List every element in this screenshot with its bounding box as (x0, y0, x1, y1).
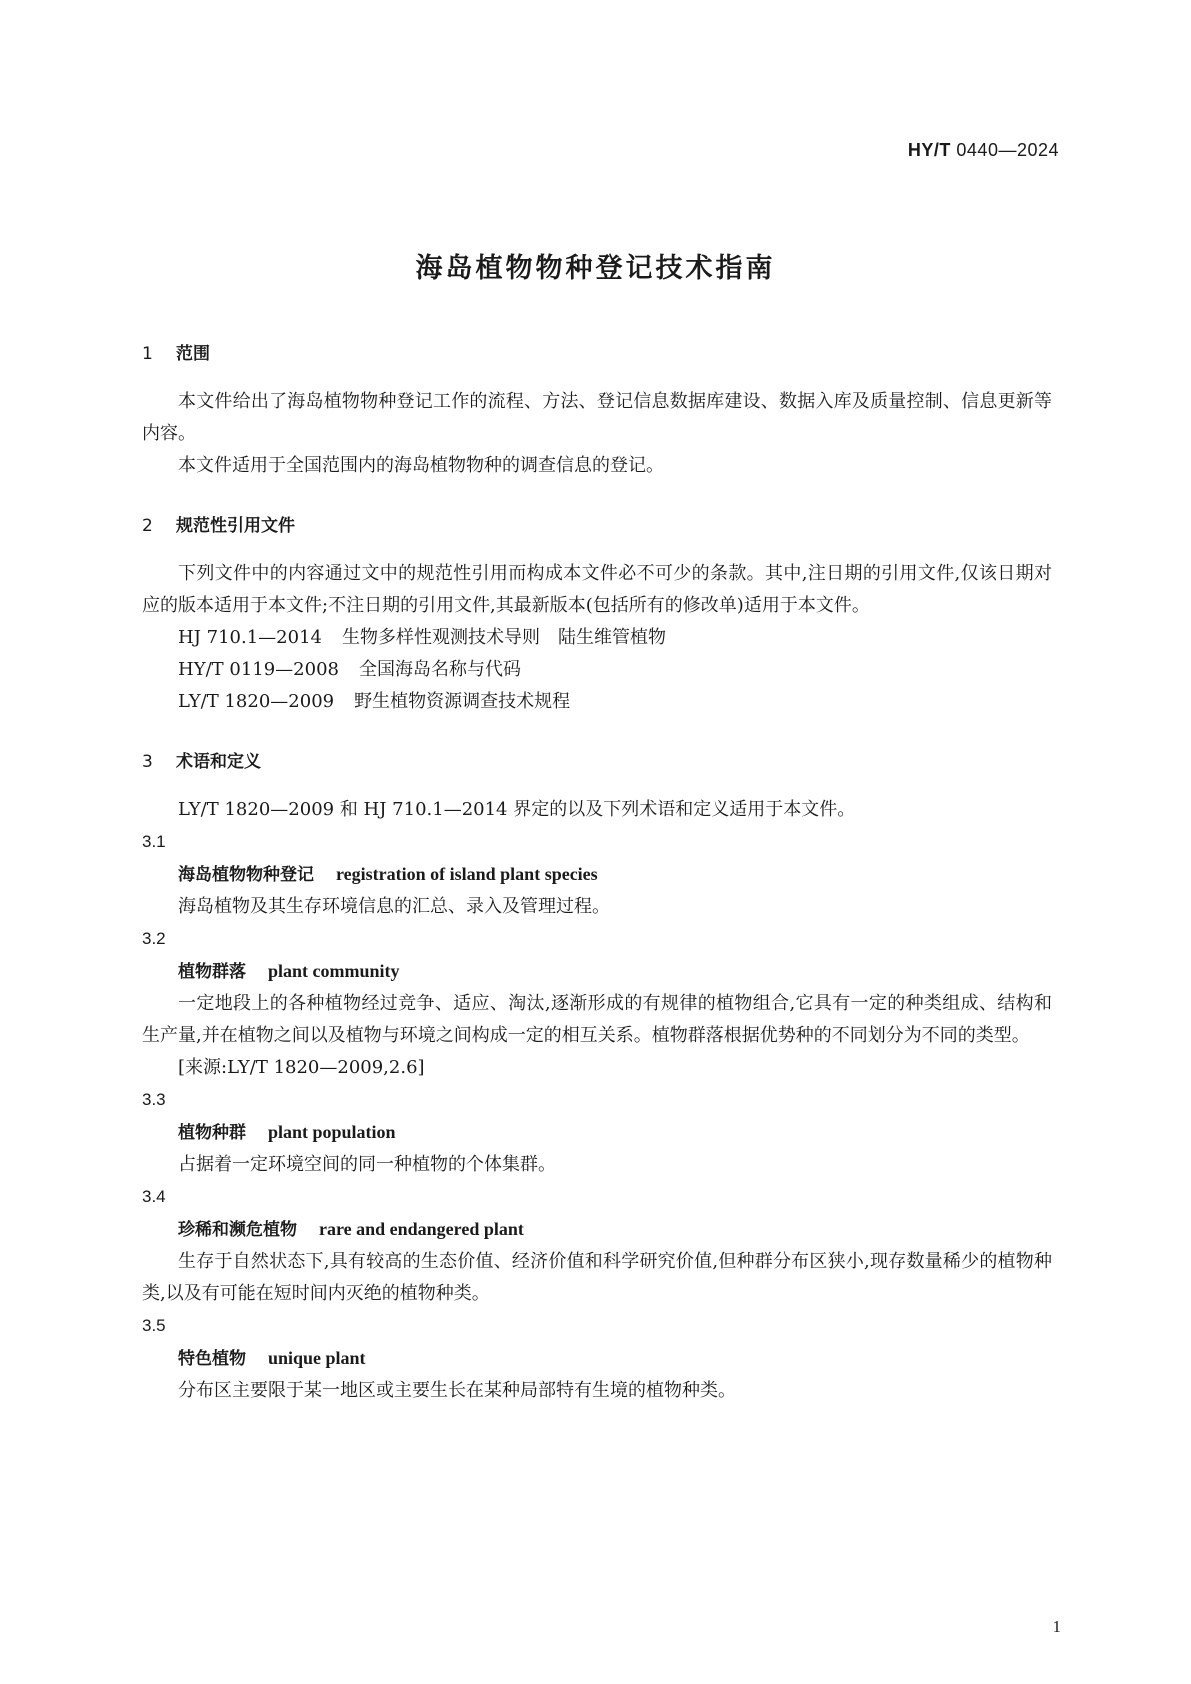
reference-code: HY/T 0119—2008 (178, 659, 339, 680)
reference-item (142, 686, 1052, 718)
section-number: 2 (142, 516, 153, 536)
term-entry (142, 1342, 1052, 1375)
paragraph: LY/T 1820—2009 和 HJ 710.1—2014 界定的以及下列术语和定义适用于本文件。 (178, 799, 856, 820)
standard-code (908, 140, 1059, 161)
reference-code: LY/T 1820—2009 (178, 691, 335, 712)
term-en: rare and endangered plant (319, 1219, 524, 1239)
section-title: 范围 (176, 344, 210, 364)
term-en: plant community (268, 961, 400, 981)
term-entry (142, 955, 1052, 988)
term-number: 3.3 (142, 1090, 166, 1109)
paragraph: 本文件给出了海岛植物物种登记工作的流程、方法、登记信息数据库建设、数据入库及质量控制、信息更新等内容。 (142, 391, 1052, 444)
term-en: unique plant (268, 1348, 366, 1368)
section-title: 术语和定义 (176, 752, 261, 772)
term-definition: 分布区主要限于某一地区或主要生长在某种局部特有生境的植物种类。 (178, 1380, 736, 1401)
term-zh: 珍稀和濒危植物 (178, 1220, 297, 1240)
term-definition: 一定地段上的各种植物经过竞争、适应、淘汰,逐渐形成的有规律的植物组合,它具有一定的种类组成、结构和生产量,并在植物之间以及植物与环境之间构成一定的相互关系。植物群落根据优势种的不同划分为不同的类型。 (142, 993, 1052, 1046)
paragraph: 本文件适用于全国范围内的海岛植物物种的调查信息的登记。 (178, 455, 664, 476)
page-number: 1 (1052, 1617, 1061, 1636)
reference-code: HJ 710.1—2014 (178, 627, 322, 648)
reference-title: 生物多样性观测技术导则 陆生维管植物 (341, 627, 666, 648)
section-2-heading (142, 512, 1052, 540)
term-entry (142, 1116, 1052, 1149)
term-number: 3.4 (142, 1187, 166, 1206)
term-zh: 植物群落 (178, 962, 246, 982)
reference-item (142, 622, 1052, 654)
term-number: 3.1 (142, 832, 166, 851)
term-zh: 植物种群 (178, 1123, 246, 1143)
term-entry (142, 858, 1052, 891)
term-number: 3.2 (142, 929, 166, 948)
reference-title: 野生植物资源调查技术规程 (354, 691, 571, 712)
section-title: 规范性引用文件 (176, 516, 295, 536)
term-definition: 生存于自然状态下,具有较高的生态价值、经济价值和科学研究价值,但种群分布区狭小,现存数量稀少的植物种类,以及有可能在短时间内灭绝的植物种类。 (142, 1251, 1052, 1304)
term-source: [来源:LY/T 1820—2009,2.6] (178, 1057, 425, 1078)
term-entry (142, 1213, 1052, 1246)
section-1-heading (142, 340, 1052, 368)
section-number: 1 (142, 344, 153, 364)
paragraph: 下列文件中的内容通过文中的规范性引用而构成本文件必不可少的条款。其中,注日期的引用文件,仅该日期对应的版本适用于本文件;不注日期的引用文件,其最新版本(包括所有的修改单)适用于本文件。 (142, 563, 1052, 616)
section-number: 3 (142, 752, 153, 772)
document-title: 海岛植物物种登记技术指南 (415, 253, 776, 284)
term-number: 3.5 (142, 1316, 166, 1335)
document-body (142, 340, 1052, 1407)
term-zh: 特色植物 (178, 1349, 246, 1369)
standard-code-number: 0440—2024 (956, 140, 1059, 160)
standard-code-prefix: HY/T (907, 140, 951, 160)
reference-title: 全国海岛名称与代码 (359, 659, 521, 680)
term-en: registration of island plant species (336, 864, 598, 884)
reference-item (142, 654, 1052, 686)
term-definition: 占据着一定环境空间的同一种植物的个体集群。 (178, 1154, 556, 1175)
term-zh: 海岛植物物种登记 (178, 865, 314, 885)
term-en: plant population (268, 1122, 396, 1142)
section-3-heading (142, 748, 1052, 776)
term-definition: 海岛植物及其生存环境信息的汇总、录入及管理过程。 (178, 896, 610, 917)
